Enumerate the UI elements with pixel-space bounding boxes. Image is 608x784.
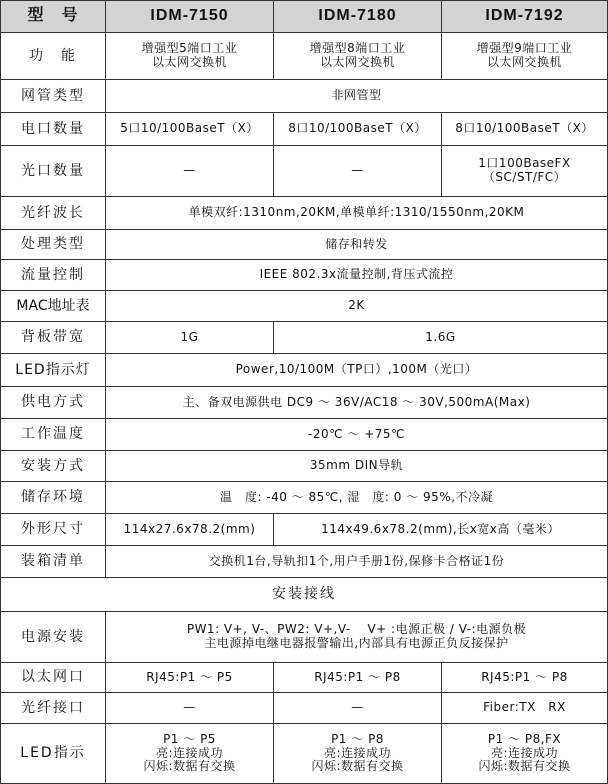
dimensions-label: 外形尺寸 bbox=[0, 513, 106, 546]
led-install-label: LED指示 bbox=[0, 723, 106, 784]
temperature-value: -20℃ ～ +75℃ bbox=[105, 418, 608, 451]
ethernet-7192: RJ45:P1 ～ P8 bbox=[441, 662, 608, 693]
fiber-7180: — bbox=[273, 692, 442, 724]
power-supply-label: 供电方式 bbox=[0, 386, 106, 419]
storage-label: 储存环境 bbox=[0, 481, 106, 514]
mounting-value: 35mm DIN导轨 bbox=[105, 450, 608, 482]
optical-ports-7180: — bbox=[273, 145, 442, 197]
led-label: LED指示灯 bbox=[0, 353, 106, 387]
management-value: 非网管型 bbox=[105, 79, 608, 113]
backplane-label: 背板带宽 bbox=[0, 321, 106, 354]
backplane-7150: 1G bbox=[105, 321, 274, 354]
power-install-value: PW1: V+, V-、PW2: V+,V- V+ :电源正极 / V-:电源负极 主电源掉电继电器报警输出,内部具有电源正负反接保护 bbox=[105, 611, 608, 663]
flow-control-label: 流量控制 bbox=[0, 259, 106, 291]
mac-table-value: 2K bbox=[105, 290, 608, 322]
temperature-label: 工作温度 bbox=[0, 418, 106, 451]
storage-value: 温 度: -40 ～ 85℃, 湿 度: 0 ～ 95%,不冷凝 bbox=[105, 481, 608, 514]
model-7180: IDM-7180 bbox=[273, 0, 442, 33]
fiber-label: 光纤接口 bbox=[0, 692, 106, 724]
fiber-7192: Fiber:TX RX bbox=[441, 692, 608, 724]
header-label: 型 号 bbox=[0, 0, 106, 33]
function-label: 功 能 bbox=[0, 32, 106, 80]
function-7192: 增强型9端口工业 以太网交换机 bbox=[441, 32, 608, 80]
power-install-label: 电源安装 bbox=[0, 611, 106, 663]
dimensions-7180-7192: 114x49.6x78.2(mm),长x宽x高（毫米） bbox=[273, 513, 608, 546]
packing-value: 交换机1台,导轨扣1个,用户手册1份,保修卡合格证1份 bbox=[105, 545, 608, 578]
ethernet-7150: RJ45:P1 ～ P5 bbox=[105, 662, 274, 693]
led-install-7150: P1 ～ P5 亮:连接成功 闪烁:数据有交换 bbox=[105, 723, 274, 784]
electrical-ports-7180: 8口10/100BaseT（X） bbox=[273, 112, 442, 146]
backplane-7180-7192: 1.6G bbox=[273, 321, 608, 354]
optical-ports-7150: — bbox=[105, 145, 274, 197]
led-install-7180: P1 ～ P8 亮:连接成功 闪烁:数据有交换 bbox=[273, 723, 442, 784]
optical-ports-7192: 1口100BaseFX （SC/ST/FC） bbox=[441, 145, 608, 197]
flow-control-value: IEEE 802.3x流量控制,背压式流控 bbox=[105, 259, 608, 291]
wavelength-label: 光纤波长 bbox=[0, 196, 106, 230]
power-supply-value: 主、备双电源供电 DC9 ～ 36V/AC18 ～ 30V,500mA(Max) bbox=[105, 386, 608, 419]
optical-ports-label: 光口数量 bbox=[0, 145, 106, 197]
model-7150: IDM-7150 bbox=[105, 0, 274, 33]
function-7150: 增强型5端口工业 以太网交换机 bbox=[105, 32, 274, 80]
electrical-ports-label: 电口数量 bbox=[0, 112, 106, 146]
install-section-title: 安装接线 bbox=[0, 577, 608, 612]
function-7180: 增强型8端口工业 以太网交换机 bbox=[273, 32, 442, 80]
dimensions-7150: 114x27.6x78.2(mm) bbox=[105, 513, 274, 546]
ethernet-7180: RJ45:P1 ～ P8 bbox=[273, 662, 442, 693]
fiber-7150: — bbox=[105, 692, 274, 724]
ethernet-label: 以太网口 bbox=[0, 662, 106, 693]
led-value: Power,10/100M（TP口）,100M（光口） bbox=[105, 353, 608, 387]
mac-table-label: MAC地址表 bbox=[0, 290, 106, 322]
led-install-7192: P1 ～ P8,FX 亮:连接成功 闪烁:数据有交换 bbox=[441, 723, 608, 784]
mounting-label: 安装方式 bbox=[0, 450, 106, 482]
electrical-ports-7150: 5口10/100BaseT（X） bbox=[105, 112, 274, 146]
electrical-ports-7192: 8口10/100BaseT（X） bbox=[441, 112, 608, 146]
wavelength-value: 单模双纤:1310nm,20KM,单模单纤:1310/1550nm,20KM bbox=[105, 196, 608, 230]
processing-value: 储存和转发 bbox=[105, 229, 608, 260]
processing-label: 处理类型 bbox=[0, 229, 106, 260]
packing-label: 装箱清单 bbox=[0, 545, 106, 578]
model-7192: IDM-7192 bbox=[441, 0, 608, 33]
management-label: 网管类型 bbox=[0, 79, 106, 113]
